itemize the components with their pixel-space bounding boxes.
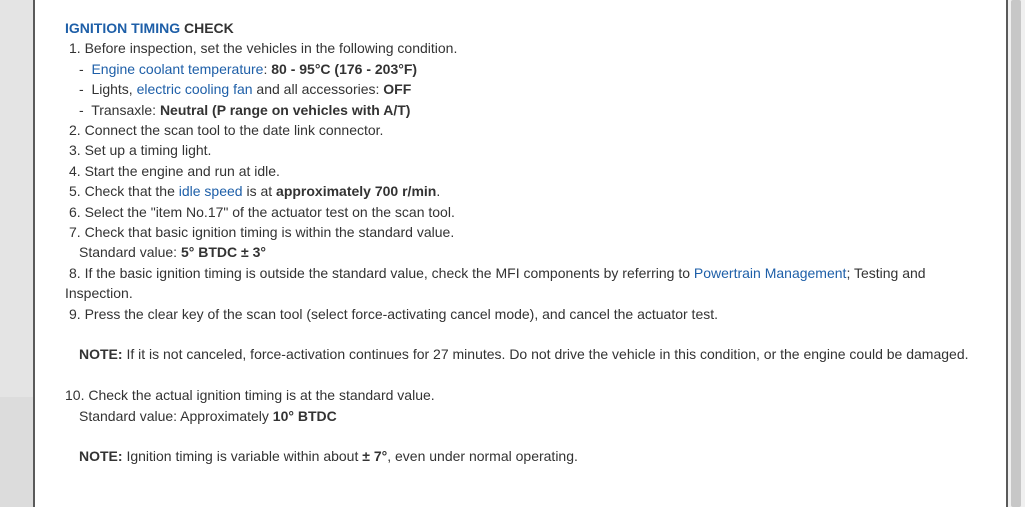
left-gutter bbox=[0, 0, 33, 507]
step-text: is at bbox=[242, 183, 277, 200]
note-label: NOTE: bbox=[79, 346, 123, 363]
section-title bbox=[65, 18, 995, 38]
title-rest: CHECK bbox=[184, 20, 234, 36]
title-link[interactable]: IGNITION TIMING bbox=[65, 20, 181, 36]
step-3 bbox=[65, 140, 995, 160]
standard-value-label: Standard value: Approximately bbox=[79, 407, 273, 424]
note-text: , even under normal operating. bbox=[387, 448, 578, 465]
electric-cooling-fan-link[interactable]: electric cooling fan bbox=[136, 81, 253, 98]
step-text: Connect the scan tool to the date link connector. bbox=[84, 122, 384, 139]
step-8-continuation bbox=[65, 283, 995, 303]
step-text: Start the engine and run at idle. bbox=[84, 162, 280, 179]
condition-dash: - bbox=[79, 101, 84, 118]
spacer bbox=[65, 324, 995, 344]
step-10 bbox=[65, 385, 995, 405]
note-1 bbox=[65, 344, 995, 364]
step-number: 2. bbox=[69, 122, 81, 139]
condition-text: : bbox=[263, 60, 272, 77]
condition-dash: - bbox=[79, 60, 84, 77]
step-text: Press the clear key of the scan tool (select force-activating cancel mode), and cancel the actuator test. bbox=[84, 305, 719, 322]
step-9 bbox=[65, 304, 995, 324]
engine-coolant-temperature-link[interactable]: Engine coolant temperature bbox=[91, 60, 264, 77]
note-text: Ignition timing is variable within about bbox=[122, 448, 363, 465]
step-text: ; Testing and bbox=[846, 264, 926, 281]
left-gutter-lower bbox=[0, 397, 33, 507]
standard-value-label: Standard value: bbox=[79, 244, 181, 261]
condition-text: Lights, bbox=[91, 81, 137, 98]
step-text: Set up a timing light. bbox=[84, 142, 212, 159]
condition-3 bbox=[65, 100, 995, 120]
note-label: NOTE: bbox=[79, 448, 123, 465]
step-text: Before inspection, set the vehicles in the following condition. bbox=[84, 40, 458, 57]
step-5 bbox=[65, 181, 995, 201]
idle-speed-link[interactable]: idle speed bbox=[178, 183, 243, 200]
document-content bbox=[65, 18, 995, 467]
step-text: Check that the bbox=[84, 183, 179, 200]
spacer bbox=[65, 365, 995, 385]
condition-value: Neutral (P range on vehicles with A/T) bbox=[159, 101, 411, 118]
step-text: Check that basic ignition timing is within the standard value. bbox=[84, 224, 455, 241]
step-number: 5. bbox=[69, 183, 81, 200]
step-text: Check the actual ignition timing is at the standard value. bbox=[88, 387, 435, 404]
condition-dash: - bbox=[79, 81, 84, 98]
spacer bbox=[65, 426, 995, 446]
step-2 bbox=[65, 120, 995, 140]
powertrain-management-link[interactable]: Powertrain Management bbox=[693, 264, 847, 281]
step-number: 1. bbox=[69, 40, 81, 57]
step-text: . bbox=[436, 183, 441, 200]
note-value: ± 7° bbox=[362, 448, 388, 465]
step-number: 10. bbox=[65, 387, 85, 404]
step-text: If the basic ignition timing is outside the standard value, check the MFI components by referring to bbox=[84, 264, 694, 281]
step-number: 6. bbox=[69, 203, 81, 220]
step-8 bbox=[65, 263, 995, 283]
condition-value: OFF bbox=[383, 81, 412, 98]
step-4 bbox=[65, 161, 995, 181]
condition-value: 80 - 95°C (176 - 203°F) bbox=[271, 60, 418, 77]
condition-text: and all accessories: bbox=[252, 81, 384, 98]
step-6 bbox=[65, 202, 995, 222]
standard-value: 5° BTDC ± 3° bbox=[180, 244, 266, 261]
standard-value-10 bbox=[65, 406, 995, 426]
step-number: 9. bbox=[69, 305, 81, 322]
condition-1 bbox=[65, 59, 995, 79]
step-number: 3. bbox=[69, 142, 81, 159]
step-number: 8. bbox=[69, 264, 81, 281]
step-number: 4. bbox=[69, 162, 81, 179]
condition-text: Transaxle: bbox=[91, 101, 160, 118]
step-1 bbox=[65, 38, 995, 58]
step-value: approximately 700 r/min bbox=[276, 183, 437, 200]
note-2 bbox=[65, 446, 995, 466]
step-text: Inspection. bbox=[65, 285, 133, 302]
scrollbar-thumb[interactable] bbox=[1011, 0, 1021, 507]
step-number: 7. bbox=[69, 224, 81, 241]
note-text: If it is not canceled, force-activation continues for 27 minutes. Do not drive the vehicle in this condition, or the engine could be damaged. bbox=[122, 346, 969, 363]
condition-2 bbox=[65, 79, 995, 99]
standard-value: 10° BTDC bbox=[272, 407, 337, 424]
step-text: Select the "item No.17" of the actuator test on the scan tool. bbox=[84, 203, 455, 220]
step-7 bbox=[65, 222, 995, 242]
standard-value-7 bbox=[65, 242, 995, 262]
